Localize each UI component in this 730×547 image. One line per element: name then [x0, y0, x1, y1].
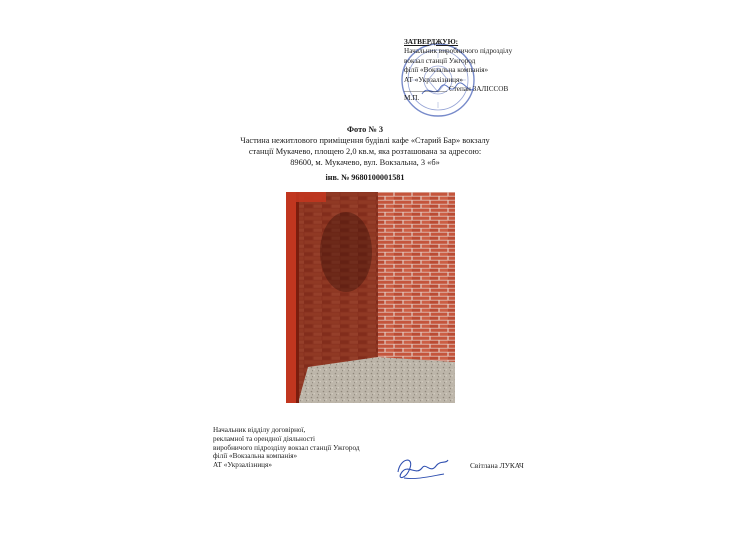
description-line: 89600, м. Мукачево, вул. Вокзальна, 3 «б»: [290, 158, 440, 167]
footer-position-line: філії «Вокзальна компанія»: [213, 452, 298, 461]
approval-line: філії «Вокзальна компанія»: [404, 66, 489, 75]
approval-signature-line: ____________ Степан ЗАЛІССОВ: [404, 85, 509, 94]
photo-number: Фото № 3: [346, 125, 384, 134]
footer-signatory-name: Світлана ЛУКАЧ: [470, 461, 524, 470]
inventory-number: інв. № 9680100001581: [325, 173, 405, 182]
approval-block: [404, 38, 564, 104]
approval-line: АТ «Укрзалізниця»: [404, 75, 463, 84]
footer-position-line: Начальник відділу договірної,: [213, 426, 306, 434]
footer-position: [213, 426, 413, 470]
footer-position-line: АТ «Укрзалізниця»: [213, 461, 272, 470]
photo-title-block: [200, 124, 530, 168]
footer-position-line: рекламної та орендної діяльності: [213, 434, 315, 443]
footer-position-line: виробничого підрозділу вокзал станції Ужгород: [213, 443, 360, 452]
approval-heading: ЗАТВЕРДЖУЮ:: [404, 38, 459, 46]
footer-signature: [392, 450, 452, 486]
description-line: станції Мукачево, площею 2,0 кв.м, яка розташована за адресою:: [248, 147, 482, 156]
approval-line: Начальник виробничого підрозділу: [404, 47, 513, 56]
stamp-place-label: М.П.: [404, 94, 420, 103]
room-photo: [286, 192, 455, 403]
approval-line: вокзал станції Ужгород: [404, 56, 476, 65]
description-line: Частина нежитлового приміщення будівлі кафе «Старий Бар» вокзалу: [240, 136, 490, 145]
